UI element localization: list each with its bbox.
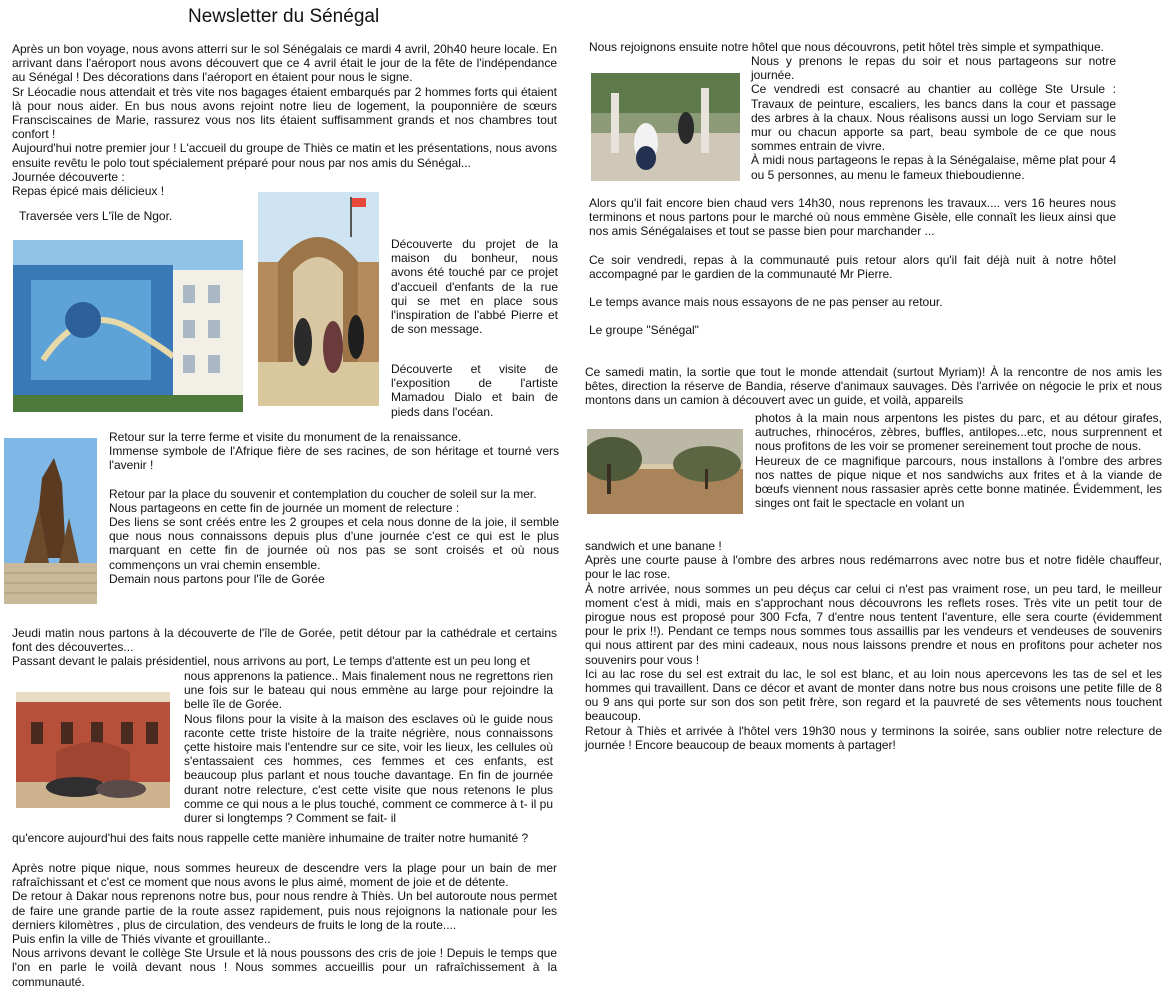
hotel-text: Nous rejoignons ensuite notre hôtel que nous découvrons, petit hôtel très simple et sympathique. — [589, 40, 1104, 54]
paragraph: Retour par la place du souvenir et contemplation du coucher de soleil sur la mer. — [109, 486, 537, 501]
paragraph: Nous filons pour la visite à la maison des esclaves où le guide nous raconte cette triste histoire de la traite négrière, nous connaissons çette histoire mais l'entendre sur ce site, voir les lieux, les cellules où s'entassaient ces hommes, ces femmes et ces enfants, est beaucoup plus parlant et nous touche davantage. En fin de journée durant notre relecture, c'est cette visite que nous retenons le plus comme ce qui nous a le plus touché, comment ce commerce à t- il pu durer si longtemps ? Comment se fait- il — [184, 711, 553, 826]
paragraph: nous apprenons la patience.. Mais finalement nous ne regrettons rien une fois sur le bateau qui nous emmène au large pour rejoindre la belle île de Gorée. — [184, 669, 553, 712]
renaissance-monument-photo — [4, 438, 97, 604]
paragraph: Aujourd'hui notre premier jour ! L'accueil du groupe de Thiès ce matin et les présentations, nous avons ensuite revêtu le polo tout spécialement préparé pour nous par nos amis du Sénégal... — [12, 141, 557, 170]
paragraph: À midi nous partageons le repas à la Sénégalaise, même plat pour 4 ou 5 personnes, au menu le fameux thieboudienne. — [751, 153, 1116, 182]
newsletter-title: Newsletter du Sénégal — [188, 6, 380, 27]
paragraph: Retour sur la terre ferme et visite du monument de la renaissance. — [109, 430, 462, 444]
painted-building-photo — [13, 240, 243, 412]
friday-text — [589, 196, 1116, 337]
savanna-photo — [587, 429, 743, 514]
signature: Le groupe "Sénégal" — [589, 323, 699, 338]
goree-end-text: qu'encore aujourd'hui des faits nous rappelle cette manière inhumaine de traiter notre humanité ? — [12, 831, 529, 845]
paragraph: Passant devant le palais présidentiel, nous arrivons au port, Le temps d'attente est un peu long et — [12, 654, 530, 669]
paragraph: Ce vendredi est consacré au chantier au collège Ste Ursule : Travaux de peinture, escaliers, les bancs dans la cour et passage des arbres à la chaux. Nous réalisons aussi un logo Serviam sur le mur ou chacun apporte sa part, beau symbole de ce que nous sommes entrain de vivre. — [751, 82, 1116, 154]
expo-text: Découverte et visite de l'exposition de l'artiste Mamadou Dialo et bain de pieds dans l'océan. — [391, 362, 558, 419]
paragraph: Nous partageons en cette fin de journée un moment de relecture : — [109, 500, 460, 515]
paragraph: Journée découverte : — [12, 169, 125, 184]
paragraph: Jeudi matin nous partons à la découverte de l'île de Gorée, petit détour par la cathédrale et certains font des découvertes... — [12, 626, 557, 655]
paragraph: Repas épicé mais délicieux ! — [12, 184, 165, 199]
paragraph: photos à la main nous arpentons les pistes du parc, et au détour girafes, autruches, rhinocéros, zèbres, buffles, antilopes...etc, nous surprennent et nous profitons de les voir se promener sereinement tout proche de nous. — [755, 411, 1162, 454]
slave-house-photo — [16, 692, 170, 808]
paragraph: Immense symbole de l'Afrique fière de ses racines, de son héritage et tourné vers l'avenir ! — [109, 444, 559, 473]
paragraph: Heureux de ce magnifique parcours, nous installons à l'ombre des arbres nos nattes de pique nique et nos sandwichs aux frites et à la viande de bœufs viennent nous rassasier après cette bonne matinée. Évidemment, les singes ont fait le spectacle en volant un — [755, 453, 1162, 511]
paragraph: De retour à Dakar nous reprenons notre bus, pour nous rendre à Thiès. Un bel autoroute nous permet de faire une grande partie de la route assez rapidement, puis nous rejoignons la nationale pour les derniers kilomètres , plus de circulation, des vendeurs de fruits le long de la route.... — [12, 889, 557, 932]
paragraph: Ce soir vendredi, repas à la communauté puis retour alors qu'il fait déjà nuit à notre hôtel accompagné par le gardien de la communauté Mr Pierre. — [589, 252, 1116, 281]
paragraph — [589, 239, 1116, 253]
paragraph — [589, 309, 1116, 323]
paragraph: Puis enfin la ville de Thiés vivante et grouillante.. — [12, 932, 271, 947]
goree-text — [184, 669, 553, 825]
chantier-text — [751, 54, 1116, 182]
paragraph: Après une courte pause à l'ombre des arbres nous redémarrons avec notre bus et notre fidèle chauffeur, pour le lac rose. — [585, 553, 1162, 582]
paragraph: sandwich et une banane ! — [585, 539, 722, 553]
paragraph: Retour à Thiès et arrivée à l'hôtel vers 19h30 nous y terminons la soirée, sans oublier notre relecture de journée ! Encore beaucoup de beaux moments à partager! — [585, 723, 1162, 752]
bonheur-text: Découverte du projet de la maison du bonheur, nous avons été touché par ce projet d'accueil d'enfants de la rue qui se met en place sous l'inspiration de l'abbé Pierre et de son message. — [391, 237, 558, 337]
paragraph: Le temps avance mais nous essayons de ne pas penser au retour. — [589, 295, 943, 310]
samedi-text: Ce samedi matin, la sortie que tout le monde attendait (surtout Myriam)! À la rencontre de nos amis les bêtes, direction la réserve de Bandia, réserve d'animaux sauvages. Dès l'arrivée on négocie le prix et nous montons dans un camion à découvert avec un guide, et voilà, appareils — [585, 365, 1162, 408]
stone-gate-photo — [258, 192, 379, 406]
paragraph: Des liens se sont créés entre les 2 groupes et cela nous donne de la joie, il semble que nous nous connaissons depuis plus d'une journée c'est ce qui est le plus marquant en cette fin de journée où nos pas se sont croisés et où nous commençons un vrai chemin ensemble. — [109, 515, 559, 572]
renaissance-text — [109, 430, 559, 586]
lac-rose-text — [585, 539, 1162, 752]
paragraph: Ici au lac rose du sel est extrait du lac, le sol est blanc, et au loin nous apercevons les tas de sel et les hommes qui travaillent. Dans ce décor et avant de monter dans notre bus nous croisons une petite fille de 8 ou 9 ans qui porte sur son dos son petit frère, son regard et la pauvreté de ses vêtements nous touchent beaucoup. — [585, 666, 1162, 724]
intro-text — [12, 42, 557, 198]
paragraph — [589, 281, 1116, 295]
paragraph: À notre arrivée, nous sommes un peu déçus car celui ci n'est pas vraiment rose, un peu tard, le meilleur moment c'est à midi, mais en s'approchant nous découvrons les reflets roses. Très vite un petit tour de pirogue nous est proposé pour 300 Fcfa, 7 d'entre nous tentent l'aventure, elle sera courte (évidemment pour le prix !!). Pendant ce temps nous sommes tous assaillis par les vendeurs et vendeuses de souvenirs qui nous attirent par des mini cadeaux, nous nous laissons prendre et nous en profitons pour acheter nos souvenirs pour vous ! — [585, 581, 1162, 667]
paragraph: Après notre pique nique, nous sommes heureux de descendre vers la plage pour un bain de mer rafraîchissant et c'est ce moment que nous avons le plus aimé, moment de joie et de détente. — [12, 861, 557, 890]
paragraph: Nous arrivons devant le collège Ste Ursule et là nous poussons des cris de joie ! Depuis le temps que l'on en parle le voilà devant nous ! Nous sommes accueillis pour un rafraîchissement à la communauté. — [12, 946, 557, 989]
paragraph — [109, 473, 559, 487]
paragraph: Après un bon voyage, nous avons atterri sur le sol Sénégalais ce mardi 4 avril, 20h40 heure locale. En arrivant dans l'aéroport nous avons découvert que ce 4 avril était le jour de la fête de l'indépendance au Sénégal ! Des décorations dans l'aéroport en étaient pour nous le signe. — [12, 42, 557, 85]
ngor-text: Traversée vers L'île de Ngor. — [19, 209, 173, 223]
worksite-photo — [591, 73, 740, 181]
paragraph: Alors qu'il fait encore bien chaud vers 14h30, nous reprenons les travaux.... vers 16 heures nous terminons et nous partons pour le marché où nous emmène Gisèle, elle connaît les lieux ainsi que nos amis Sénégalaises et tout se passe bien pour marchander ... — [589, 196, 1116, 239]
goree-intro-text — [12, 626, 557, 669]
paragraph: Sr Léocadie nous attendait et très vite nos bagages étaient embarqués par 2 hommes forts qui étaient là pour nous aider. En bus nous avons rejoint notre lieu de logement, la pouponnière de sœurs Fransciscaines de Marie, rassurez vous nos lits étaient suffisamment grands et nos chambres tout confort ! — [12, 84, 557, 142]
plage-text — [12, 861, 557, 989]
bandia-text — [755, 411, 1162, 510]
paragraph: Nous y prenons le repas du soir et nous partageons sur notre journée. — [751, 54, 1116, 83]
paragraph: Demain nous partons pour l'île de Gorée — [109, 571, 325, 586]
